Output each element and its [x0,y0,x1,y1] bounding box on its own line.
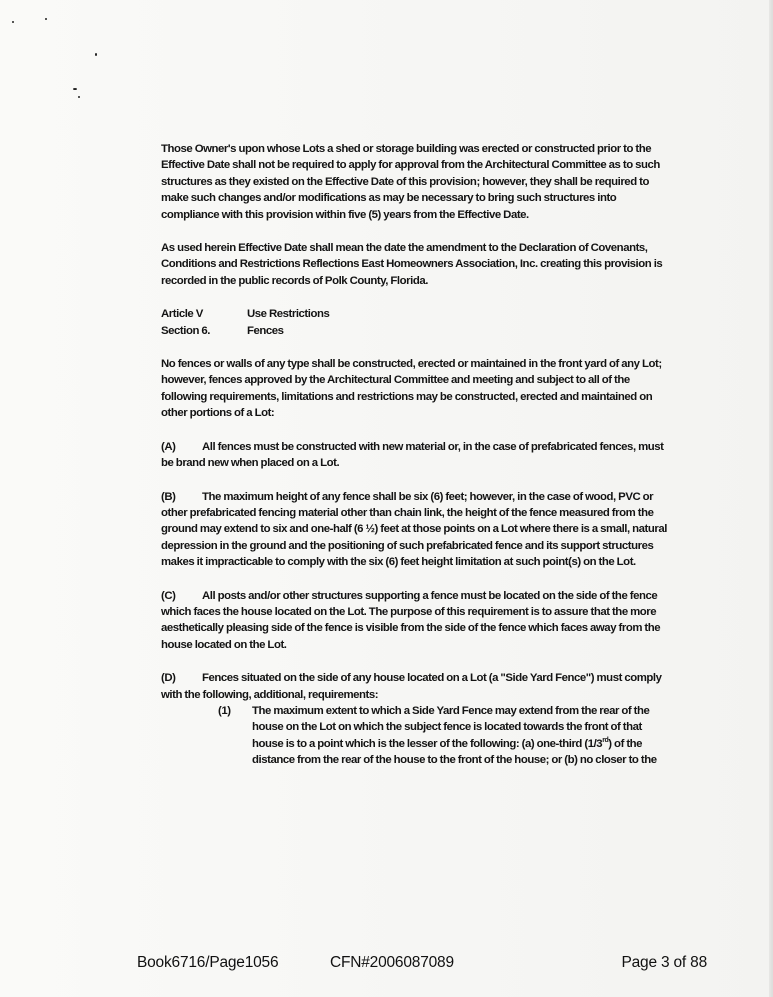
scan-speck [45,18,47,20]
paragraph-fences-intro: No fences or walls of any type shall be constructed, erected or maintained in the front yard of any Lot; however, fences approved by the Architectural Committee and meeting and subject to all of the following requirements, limitations and restrictions may be constructed, erected and maintained on other portions of a Lot: [161,358,662,420]
sub-1-text-b: ) of the distance from the rear of the house to the front of the house; or (b) no closer to the [252,737,657,767]
item-d [161,670,667,703]
sub-1-text [252,703,667,769]
scan-speck [73,88,77,90]
item-b [161,489,667,571]
item-a-label: (A) [161,440,176,453]
item-d-sub-1 [161,703,667,769]
scan-speck [12,21,14,23]
article-title: Use Restrictions [247,308,330,321]
paragraph-shed-storage: Those Owner's upon whose Lots a shed or storage building was erected or constructed prior to the Effective Date shall not be required to apply for approval from the Architectural Committee as to such structures as they existed on the Effective Date of this provision; however, they shall be required to make such changes and/or modifications as may be necessary to bring such structures into compliance with this provision within five (5) years from the Effective Date. [161,143,660,221]
sub-1-label: (1) [218,704,231,717]
item-c-text: All posts and/or other structures supporting a fence must be located on the side of the fence which faces the house located on the Lot. The purpose of this requirement is to assure that the more aesthetically pleasing side of the fence is visible from the side of the fence which faces away from the house located on the Lot. [161,589,661,651]
item-d-label: (D) [161,672,176,685]
sub-1-superscript: rd [602,736,609,744]
article-label: Article V [161,308,203,321]
sub-1-text-a: The maximum extent to which a Side Yard Fence may extend from the rear of the house on the Lot on which the subject fence is located towards the front of that house is to a point which is the lesser of the following: (a) one-third (1/3 [252,704,650,750]
footer-cfn: CFN#2006087089 [330,954,454,971]
scan-edge [769,0,773,997]
item-b-label: (B) [161,490,176,503]
footer-book-page: Book6716/Page1056 [137,954,279,971]
item-b-text: The maximum height of any fence shall be six (6) feet; however, in the case of wood, PVC or other prefabricated fencing material other than chain link, the height of the fence measured from the ground may extend to six and one-half (6 ½) feet at those points on a Lot where there is a small, natural depression in the ground and the positioning of such prefabricated fence and its support structures makes it impracticable to comply with the six (6) feet height limitation at such point(s) on the Lot. [161,490,667,569]
paragraph-effective-date: As used herein Effective Date shall mean the date the amendment to the Declaration of Covenants, Conditions and Restrictions Reflections East Homeowners Association, Inc. creating this provision is recorded in the public records of Polk County, Florida. [161,242,663,287]
article-heading [161,306,667,339]
footer-page-number: Page 3 of 88 [621,954,707,971]
item-c-label: (C) [161,589,176,602]
section-title: Fences [247,324,284,337]
scan-speck [95,53,97,56]
document-body [161,141,667,769]
item-a-text: All fences must be constructed with new material or, in the case of prefabricated fences, must be brand new when placed on a Lot. [161,440,664,470]
item-c [161,588,667,654]
scan-speck [78,96,80,98]
item-a [161,439,667,472]
section-label: Section 6. [161,324,211,337]
item-d-text: Fences situated on the side of any house located on a Lot (a "Side Yard Fence") must comply with the following, additional, requirements: [161,672,662,701]
